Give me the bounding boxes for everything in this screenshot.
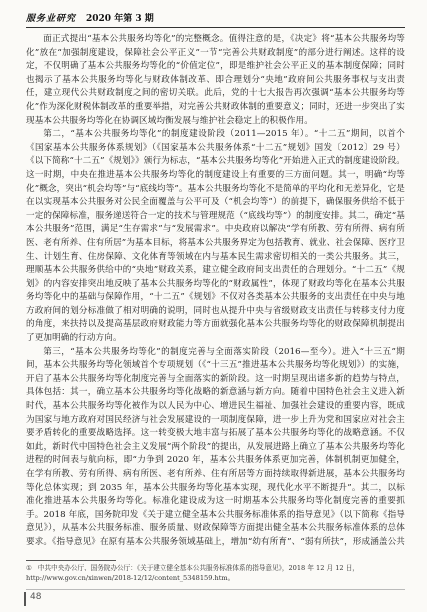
journal-name: 服务业研究	[26, 13, 77, 24]
footnote-text: 中共中央办公厅、国务院办公厅：《关于建立健全基本公共服务标准体系的指导意见》，2018 年 12 月 12 日，http://www.gov.cn/xinwen/2018-12/12/content_5348159.htm。	[26, 564, 359, 582]
footer-divider	[26, 589, 405, 590]
header-divider	[26, 27, 405, 28]
paragraph: 面正式提出“基本公共服务均等化”的完整概念。值得注意的是，《决定》将“基本公共服务均等化”放在“加强制度建设，保障社会公平正义”一节“完善公共财政制度”的部分进行阐述。这样的设定，不仅明确了基本公共服务均等化的“价值定位”，即是维护社会公平正义的基本制度保障；同时也揭示了基本公共服务均等化与财政体制改革、即合理划分“央地”政府间公共服务事权与支出责任，建立现代公共财政制度之间的密切关联。此后，党的十七大报告再次强调“基本公共服务均等化”作为深化财税体制改革的重要举措，对完善公共财政体制的重要意义；同时，还进一步突出了实现基本公共服务均等化在协调区域均衡发展与维护社会稳定上的积极作用。	[26, 34, 405, 126]
footnote-divider	[26, 560, 116, 561]
article-body	[26, 33, 405, 548]
footnote-mark: ①	[26, 564, 32, 572]
running-header	[26, 8, 405, 26]
paragraph: 第二，“基本公共服务均等化”的制度建设阶段（2011—2015 年）。“十二五”期间，以首个《国家基本公共服务体系规划》（《国家基本公共服务体系“十二五”规划》国发〔2012〕29 号）《以下简称“十二五”《规划》》颁行为标志，“基本公共服务均等化”开始进入正式的制度建设阶段。这一时期，中央在推进基本公共服务均等化的制度建设上有重要的三方面问题。其一，明确“均等化”概念，突出“机会均等”与“底线均等”。基本公共服务均等化不是简单的平均化和无差异化，它是在以实现基本公共服务对公民全面覆盖与公平可及（“机会均等”）的前提下，确保服务供给不低于一定的保障标准，服务递送符合一定的技术与管理规范（“底线均等”）的制度安排。其二，确定“基本公共服务”范围，满足“生存需求”与“发展需求”。中央政府以解决“学有所教、劳有所得、病有所医、老有所养、住有所居”为基本目标，将基本公共服务界定为包括教育、就业、社会保障、医疗卫生、计划生育、住房保障、文化体育等领域在内与基本民生需求密切相关的一类公共服务。其三，理顺基本公共服务供给中的“央地”财政关系，建立健全政府间支出责任的合理划分。“十二五”《规划》的内容安排突出地反映了基本公共服务均等化的“财政属性”，体现了财政均等化在基本公共服务均等化中的基础与保障作用，“十二五”《规划》不仅对各类基本公共服务的支出责任在中央与地方政府间的划分标准做了相对明确的说明，同时也从提升中央与省级财政支出责任与转移支付力度的角度，来扶持以及提高基层政府财政能力等方面就强化基本公共服务均等化的财政保障机制提出了更加明确的行动方向。	[26, 129, 405, 344]
paragraph: 第三，“基本公共服务均等化”的制度完善与全面落实阶段（2016—至今）。进入“十三五”期间，基本公共服务均等化领域首个专项规划（《“十三五”推进基本公共服务均等化规划》）的实施，开启了基本公共服务均等化制度完善与全面落实的新阶段。这一时期呈现出诸多新的趋势与特点，具体包括：其一，确立基本公共服务均等化战略的新意涵与新方向。随着中国特色社会主义进入新时代，基本公共服务均等化被作为以人民为中心、增进民生福祉、加强社会建设的重要内容，既成为国家与地方政府对国民经济与社会发展建设的一项制度保障，进一步上升为党和国家应对社会主要矛盾转化的重要战略选择。这一转变极大地丰富与拓展了基本公共服务均等化的战略意涵。不仅如此，新时代中国特色社会主义发展“两个阶段”的提出，从发展进路上确立了基本公共服务均等化进程的时间表与航向标，即“力争到 2020 年，基本公共服务体系更加完善，体制机制更加健全，在学有所教、劳有所得、病有所医、老有所养、住有所居等方面持续取得新进展，基本公共服务均等化总体实现；到 2035 年，基本公共服务均等化基本实现，现代化水平不断提升”。其二，以标准化推进基本公共服务均等化。标准化建设成为这一时期基本公共服务均等化制度完善的重要抓手。2018 年底，国务院印发《关于建立健全基本公共服务标准体系的指导意见》（以下简称《指导意见》），从基本公共服务标准、服务质量、财政保障等方面提出健全基本公共服务标准体系的总体要求。《指导意见》在原有基本公共服务领域基础上，增加“幼有所育”、“弱有所扶”，形成涵盖公共	[26, 346, 405, 547]
page-number: 48	[30, 592, 42, 602]
footnote	[26, 564, 405, 583]
issue-label: 2020 年第 3 期	[86, 13, 154, 24]
